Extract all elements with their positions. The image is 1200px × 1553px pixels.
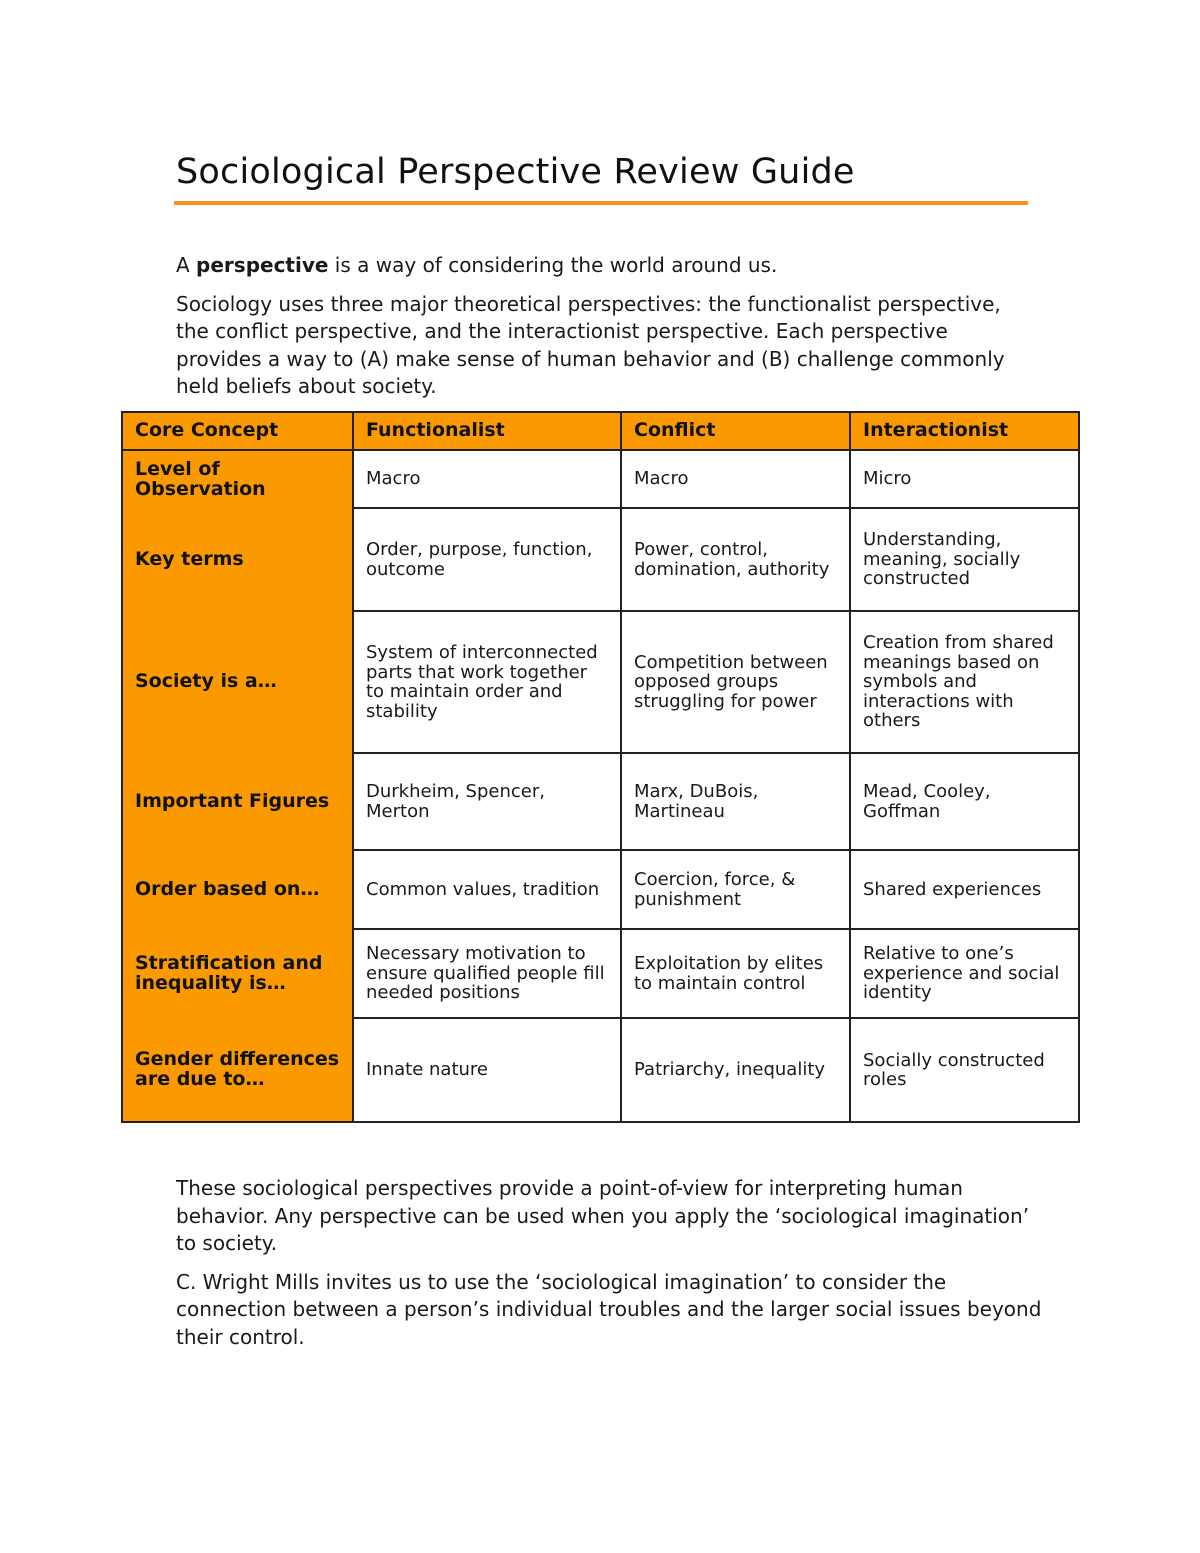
row-concept: Gender differences are due to… [122,1018,353,1122]
header-conflict: Conflict [621,412,850,450]
row-concept: Society is a… [122,611,353,753]
intro-paragraph: Sociology uses three major theoretical perspectives: the functionalist perspective, the conflict perspective, and the interactionist perspective. Each perspective provides a way to (A) make sense of human behavior and (B) challenge commonly held beliefs about society. [176,291,1005,398]
row-concept: Stratification and inequality is… [122,929,353,1018]
cell-interactionist: Socially constructed roles [850,1018,1079,1122]
cell-functionalist: Innate nature [353,1018,621,1122]
title-underline [174,201,1028,205]
perspective-table [121,411,1080,1123]
intro-definition-post: is a way of considering the world around us. [328,253,778,277]
intro-definition [176,252,1036,280]
cell-functionalist: Order, purpose, function, outcome [353,508,621,611]
cell-conflict: Coercion, force, & punishment [621,850,850,929]
table-row [122,929,1079,1018]
intro-definition-term: perspective [196,253,329,277]
header-core-concept: Core Concept [122,412,353,450]
table-row [122,1018,1079,1122]
cell-conflict: Patriarchy, inequality [621,1018,850,1122]
header-interactionist: Interactionist [850,412,1079,450]
cell-conflict: Competition between opposed groups struggling for power [621,611,850,753]
page-title: Sociological Perspective Review Guide [176,152,855,192]
table-row [122,753,1079,850]
cell-conflict: Macro [621,450,850,508]
row-concept: Order based on… [122,850,353,929]
cell-conflict: Marx, DuBois, Martineau [621,753,850,850]
cell-interactionist: Relative to one’s experience and social identity [850,929,1079,1018]
cell-conflict: Exploitation by elites to maintain control [621,929,850,1018]
table-row [122,450,1079,508]
cell-functionalist: Macro [353,450,621,508]
cell-interactionist: Mead, Cooley, Goffman [850,753,1079,850]
intro-section [176,252,1036,412]
row-concept: Key terms [122,508,353,611]
cell-functionalist: Durkheim, Spencer, Merton [353,753,621,850]
cell-interactionist: Understanding, meaning, socially constructed [850,508,1079,611]
outro-section [176,1175,1046,1362]
cell-conflict: Power, control, domination, authority [621,508,850,611]
cell-functionalist: Common values, tradition [353,850,621,929]
outro-paragraph-2: C. Wright Mills invites us to use the ‘sociological imagination’ to consider the connection between a person’s individual troubles and the larger social issues beyond their control. [176,1269,1042,1349]
cell-interactionist: Micro [850,450,1079,508]
row-concept: Level of Observation [122,450,353,508]
header-functionalist: Functionalist [353,412,621,450]
row-concept: Important Figures [122,753,353,850]
cell-functionalist: System of interconnected parts that work together to maintain order and stability [353,611,621,753]
outro-paragraph-1: These sociological perspectives provide a point-of-view for interpreting human behavior. Any perspective can be used when you apply the ‘sociological imagination’ to society. [176,1176,1030,1255]
table-row [122,850,1079,929]
cell-interactionist: Creation from shared meanings based on symbols and interactions with others [850,611,1079,753]
intro-definition-pre: A [176,253,197,277]
cell-functionalist: Necessary motivation to ensure qualified people fill needed positions [353,929,621,1018]
table-row [122,611,1079,753]
table-row [122,508,1079,611]
table-header-row [122,412,1079,450]
cell-interactionist: Shared experiences [850,850,1079,929]
